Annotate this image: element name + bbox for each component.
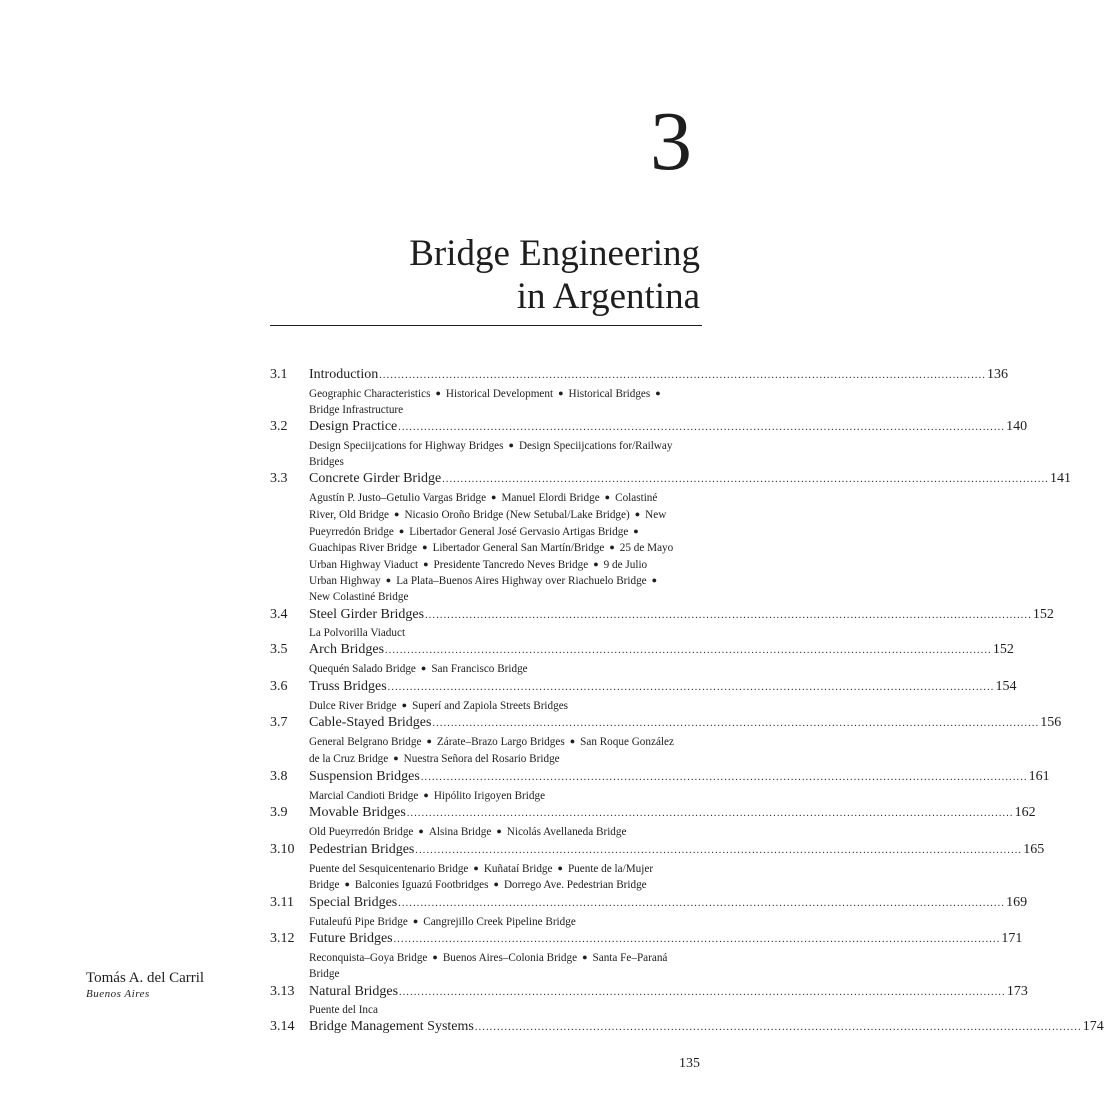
toc-entry-page: 161 (1028, 768, 1050, 784)
toc-entry (270, 894, 1028, 931)
toc-subsection: Nicolás Avellaneda Bridge (506, 826, 627, 839)
toc-entry (270, 366, 1009, 418)
chapter-title (409, 232, 700, 318)
toc-subsection: Cangrejillo Creek Pipeline Bridge (423, 915, 576, 928)
toc-entry-line (309, 930, 1023, 949)
toc-entry-line (309, 894, 1028, 913)
chapter-number: 3 (650, 95, 692, 188)
toc-entry-page: 169 (1006, 894, 1028, 910)
bullet-separator-icon: ● (651, 575, 658, 586)
toc-entry-line (309, 768, 1050, 787)
toc-subsection: Geographic Characteristics (309, 388, 431, 400)
toc-subsections (309, 914, 702, 931)
toc-subsections (309, 950, 702, 982)
toc-subsection: Old Pueyrredón Bridge (309, 826, 414, 839)
toc-entry (270, 418, 1028, 470)
toc-entry-number: 3.3 (270, 471, 288, 487)
toc-subsection: La Plata–Buenos Aires Highway over Riachuelo Bridge (396, 575, 647, 588)
toc-entry-number: 3.14 (270, 1019, 295, 1035)
toc-entry-line (309, 841, 1045, 860)
toc-entry-title: Arch Bridges (309, 642, 385, 658)
toc-entry-page: 136 (987, 367, 1009, 382)
toc-entry (270, 641, 1014, 678)
toc-subsection: Presidente Tancredo Neves Bridge (433, 558, 589, 571)
toc-entry-number: 3.12 (270, 931, 295, 947)
toc-subsection: Bridge Infrastructure (309, 403, 404, 416)
bullet-separator-icon: ● (435, 388, 441, 398)
toc-dot-leader: .................................................................................................................................................................... (398, 897, 1006, 909)
toc-subsection: General Belgrano Bridge (309, 736, 422, 749)
toc-entry-title: Future Bridges (309, 931, 393, 947)
toc-dot-leader: .................................................................................................................................................................... (393, 934, 1001, 946)
toc-entry-title: Introduction (309, 367, 379, 382)
bullet-separator-icon: ● (385, 575, 392, 586)
toc-subsection: Puente del Inca (309, 1003, 378, 1016)
bullet-separator-icon: ● (423, 558, 429, 569)
bullet-separator-icon: ● (582, 952, 588, 963)
toc-subsections (309, 386, 702, 418)
bullet-separator-icon: ● (412, 915, 419, 926)
toc-entry-number: 3.6 (270, 678, 288, 694)
title-rule (270, 325, 702, 326)
toc-entry (270, 714, 1062, 767)
toc-entry-line (309, 366, 1009, 385)
toc-subsection: Libertador General José Gervasio Artigas Bridge (409, 525, 629, 538)
toc-subsection: New Colastiné Bridge (309, 590, 409, 603)
toc-entry-title: Bridge Management Systems (309, 1019, 474, 1035)
toc-subsection: New Pueyrredón Bridge (309, 508, 667, 538)
toc-dot-leader: .................................................................................................................................................................... (399, 986, 1006, 998)
toc-subsections (309, 626, 702, 642)
toc-subsection: Puente de la/Mujer Bridge (309, 862, 654, 892)
toc-subsection: La Polvorilla Viaduct (309, 626, 406, 639)
toc-subsection: Zárate–Brazo Largo Bridges (436, 736, 565, 749)
toc-entry-title: Steel Girder Bridges (309, 606, 425, 622)
toc-entry-page: 165 (1023, 841, 1045, 857)
toc-entry-title: Movable Bridges (309, 805, 406, 821)
toc-entry-page: 152 (992, 642, 1014, 658)
table-of-contents (270, 366, 1104, 1037)
toc-subsection: Historical Bridges (568, 388, 651, 400)
bullet-separator-icon: ● (655, 388, 661, 398)
toc-entry-line (309, 606, 1054, 625)
toc-subsection: Superí and Zapiola Streets Bridges (412, 699, 569, 712)
toc-subsection: Balconies Iguazú Footbridges (354, 879, 489, 892)
toc-entry-line (309, 470, 1071, 489)
bullet-separator-icon: ● (344, 879, 350, 890)
toc-dot-leader: .................................................................................................................................................................... (415, 844, 1023, 856)
bullet-separator-icon: ● (557, 862, 563, 873)
chapter-title-line-2: in Argentina (516, 276, 700, 317)
toc-entry-page: 162 (1014, 805, 1036, 821)
chapter-title-line-1: Bridge Engineering (409, 233, 700, 274)
toc-entry (270, 768, 1050, 805)
bullet-separator-icon: ● (633, 525, 639, 536)
toc-entry-page: 154 (995, 678, 1017, 694)
toc-subsection: 25 de Mayo Urban Highway Viaduct (309, 542, 674, 571)
bullet-separator-icon: ● (420, 663, 427, 674)
toc-entry-line (309, 641, 1014, 660)
toc-subsections (309, 661, 702, 678)
toc-entry-number: 3.7 (270, 715, 288, 731)
toc-entry (270, 804, 1036, 841)
toc-subsections (309, 490, 702, 605)
toc-subsection: Buenos Aires–Colonia Bridge (442, 952, 578, 965)
toc-subsections (309, 788, 702, 805)
toc-dot-leader: .................................................................................................................................................................... (385, 645, 992, 657)
toc-entry (270, 841, 1045, 894)
toc-entry-page: 140 (1006, 419, 1028, 435)
toc-subsection: Historical Development (445, 388, 554, 400)
toc-subsection: Puente del Sesquicentenario Bridge (309, 862, 469, 875)
bullet-separator-icon: ● (493, 879, 499, 890)
toc-entry (270, 1018, 1104, 1037)
bullet-separator-icon: ● (422, 542, 428, 553)
toc-entry-page: 141 (1050, 471, 1071, 487)
toc-subsections (309, 698, 702, 715)
toc-subsection: Dulce River Bridge (309, 699, 397, 712)
bullet-separator-icon: ● (394, 508, 400, 519)
toc-entry (270, 930, 1023, 982)
bullet-separator-icon: ● (508, 440, 514, 451)
toc-subsections (309, 824, 702, 841)
toc-subsection: Marcial Candioti Bridge (309, 789, 419, 802)
toc-entry (270, 470, 1071, 605)
toc-dot-leader: .................................................................................................................................................................... (398, 422, 1006, 434)
toc-subsection: Reconquista–Goya Bridge (309, 952, 428, 965)
toc-entry-number: 3.2 (270, 419, 288, 435)
bullet-separator-icon: ● (393, 752, 399, 763)
bullet-separator-icon: ● (558, 388, 564, 398)
toc-entry-number: 3.13 (270, 983, 295, 999)
toc-subsection: Nicasio Oroño Bridge (New Setubal/Lake Bridge) (404, 508, 630, 521)
toc-subsection: Quequén Salado Bridge (309, 663, 416, 676)
toc-dot-leader: .................................................................................................................................................................... (425, 609, 1032, 621)
toc-subsection: Agustín P. Justo–Getulio Vargas Bridge (309, 492, 487, 505)
bullet-separator-icon: ● (473, 862, 479, 873)
toc-entry-page: 152 (1032, 606, 1054, 622)
toc-entry-line (309, 418, 1028, 437)
toc-subsections (309, 438, 702, 470)
toc-subsection: Nuestra Señora del Rosario Bridge (403, 752, 560, 765)
toc-entry-number: 3.8 (270, 768, 288, 784)
toc-dot-leader: .................................................................................................................................................................... (379, 370, 987, 381)
bullet-separator-icon: ● (491, 492, 497, 503)
toc-subsection: Kuñataí Bridge (483, 862, 553, 875)
toc-dot-leader: .................................................................................................................................................................... (442, 474, 1049, 486)
bullet-separator-icon: ● (496, 826, 502, 837)
toc-entry (270, 983, 1028, 1019)
bullet-separator-icon: ● (432, 952, 438, 963)
toc-subsection: Hipólito Irigoyen Bridge (433, 789, 546, 802)
toc-entry-line (309, 1018, 1104, 1037)
toc-subsection: San Francisco Bridge (431, 663, 528, 676)
bullet-separator-icon: ● (398, 525, 405, 536)
bullet-separator-icon: ● (569, 736, 576, 747)
toc-subsection: Colastiné River, Old Bridge (309, 492, 658, 521)
toc-entry-title: Concrete Girder Bridge (309, 471, 442, 487)
toc-entry-title: Special Bridges (309, 894, 398, 910)
toc-entry-line (309, 678, 1017, 697)
toc-dot-leader: .................................................................................................................................................................... (406, 808, 1014, 820)
bullet-separator-icon: ● (593, 558, 599, 569)
toc-entry (270, 678, 1017, 715)
bullet-separator-icon: ● (418, 826, 424, 837)
bullet-separator-icon: ● (604, 492, 611, 503)
toc-dot-leader: .................................................................................................................................................................... (420, 771, 1028, 783)
toc-entry-number: 3.11 (270, 894, 294, 910)
toc-entry-number: 3.1 (270, 367, 288, 382)
toc-entry-line (309, 714, 1062, 733)
bullet-separator-icon: ● (609, 542, 615, 553)
toc-dot-leader: .................................................................................................................................................................... (432, 718, 1040, 730)
toc-entry-number: 3.10 (270, 841, 295, 857)
toc-subsections (309, 734, 702, 767)
toc-entry-title: Cable-Stayed Bridges (309, 715, 432, 731)
toc-dot-leader: .................................................................................................................................................................... (387, 681, 995, 693)
toc-subsection: Manuel Elordi Bridge (501, 492, 600, 505)
bullet-separator-icon: ● (426, 736, 432, 747)
toc-entry-title: Natural Bridges (309, 983, 399, 999)
toc-entry-title: Design Practice (309, 419, 398, 435)
author-name: Tomás A. del Carril (86, 970, 205, 986)
toc-subsection: Design Speciijcations for/Railway Bridges (309, 440, 673, 468)
toc-entry-title: Suspension Bridges (309, 768, 420, 784)
toc-dot-leader: .................................................................................................................................................................... (474, 1022, 1082, 1034)
page-number: 135 (679, 1056, 700, 1071)
toc-subsection: Futaleufú Pipe Bridge (309, 915, 408, 928)
author-block (86, 969, 204, 1001)
author-location: Buenos Aires (86, 988, 150, 1000)
toc-entry-title: Truss Bridges (309, 678, 387, 694)
toc-entry (270, 606, 1054, 642)
toc-subsection: San Roque González de la Cruz Bridge (309, 736, 674, 765)
toc-entry-page: 173 (1006, 983, 1028, 999)
toc-entry-page: 171 (1001, 931, 1023, 947)
toc-subsections (309, 861, 702, 894)
toc-subsection: Alsina Bridge (428, 826, 492, 839)
toc-subsection: 9 de Julio Urban Highway (309, 558, 648, 588)
bullet-separator-icon: ● (634, 508, 641, 519)
toc-subsection: Libertador General San Martín/Bridge (432, 542, 605, 555)
toc-subsection: Guachipas River Bridge (309, 542, 418, 555)
toc-entry-number: 3.5 (270, 642, 288, 658)
toc-subsection: Santa Fe–Paraná Bridge (309, 952, 668, 981)
toc-subsection: Design Speciijcations for Highway Bridges (309, 440, 504, 453)
bullet-separator-icon: ● (423, 789, 429, 800)
toc-entry-line (309, 804, 1036, 823)
toc-entry-page: 156 (1040, 715, 1062, 731)
toc-entry-line (309, 983, 1028, 1002)
toc-entry-page: 174 (1082, 1019, 1104, 1035)
bullet-separator-icon: ● (401, 699, 408, 710)
toc-entry-number: 3.9 (270, 805, 288, 821)
toc-entry-number: 3.4 (270, 606, 288, 622)
toc-subsections (309, 1003, 702, 1019)
toc-subsection: Dorrego Ave. Pedestrian Bridge (503, 879, 647, 892)
toc-entry-title: Pedestrian Bridges (309, 841, 415, 857)
